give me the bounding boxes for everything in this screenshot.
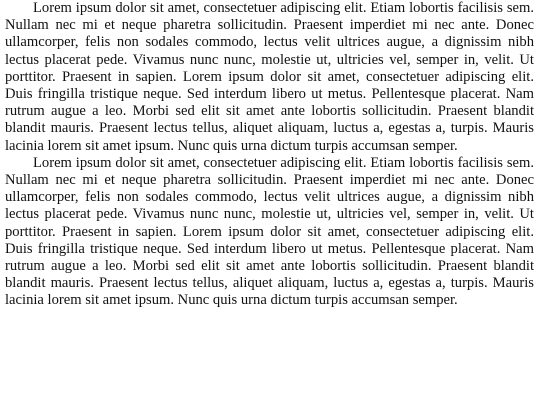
paragraph-1: Lorem ipsum dolor sit amet, consectetuer adipiscing elit. Etiam lobortis facilisis sem. Nullam nec mi et neque pharetra sollicitudin. Praesent imperdiet mi nec ante. Donec ullamcorper, felis non sodales commodo, lectus velit ultrices augue, a dignissim nibh lectus placerat pede. Vivamus nunc nunc, molestie ut, ultricies vel, semper in, velit. Ut porttitor. Praesent in sapien. Lorem ipsum dolor sit amet, consectetuer adipiscing elit. Duis fringilla tristique neque. Sed interdum libero ut metus. Pellentesque placerat. Nam rutrum augue a leo. Morbi sed elit sit amet ante lobortis sollicitudin. Praesent blandit blandit mauris. Praesent lectus tellus, aliquet aliquam, luctus a, egestas a, turpis. Mauris lacinia lorem sit amet ipsum. Nunc quis urna dictum turpis accumsan semper.: [5, 0, 534, 154]
paragraph-2: Lorem ipsum dolor sit amet, consectetuer adipiscing elit. Etiam lobortis facilisis sem. Nullam nec mi et neque pharetra sollicitudin. Praesent imperdiet mi nec ante. Donec ullamcorper, felis non sodales commodo, lectus velit ultrices augue, a dignissim nibh lectus placerat pede. Vivamus nunc nunc, molestie ut, ultricies vel, semper in, velit. Ut porttitor. Praesent in sapien. Lorem ipsum dolor sit amet, consectetuer adipiscing elit. Duis fringilla tristique neque. Sed interdum libero ut metus. Pellentesque placerat. Nam rutrum augue a leo. Morbi sed elit sit amet ante lobortis sollicitudin. Praesent blandit blandit mauris. Praesent lectus tellus, aliquet aliquam, luctus a, egestas a, turpis. Mauris lacinia lorem sit amet ipsum. Nunc quis urna dictum turpis accumsan semper.: [5, 154, 534, 309]
